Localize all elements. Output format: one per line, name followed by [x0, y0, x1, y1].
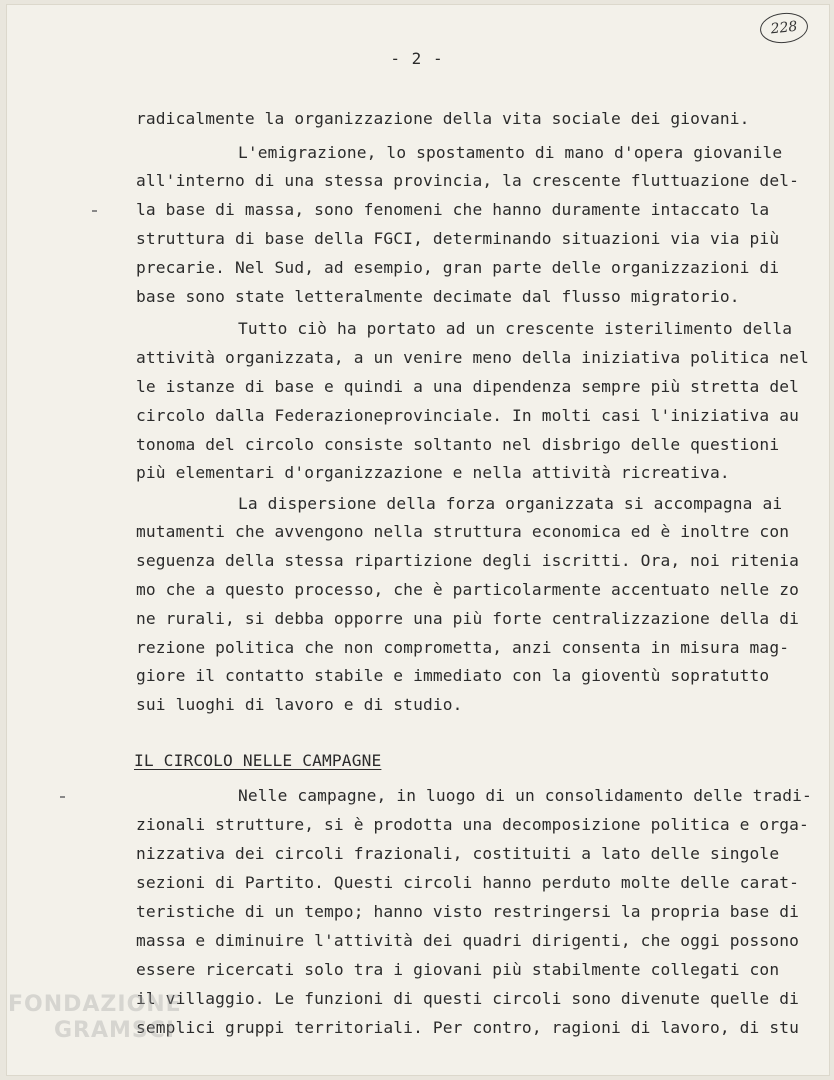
watermark-line-2: GRAMSCI — [54, 1018, 176, 1043]
text-line: più elementari d'organizzazione e nella attività ricreativa. — [136, 463, 730, 482]
margin-mark — [60, 796, 65, 798]
text-line: circolo dalla Federazioneprovinciale. In molti casi l'iniziativa au — [136, 406, 800, 425]
text-line: Tutto ciò ha portato ad un crescente isterilimento della — [238, 319, 793, 338]
text-line: rezione politica che non comprometta, anzi consenta in misura mag- — [136, 638, 790, 657]
text-line: struttura di base della FGCI, determinando situazioni via via più — [136, 229, 780, 248]
text-line: essere ricercati solo tra i giovani più stabilmente collegati con — [136, 960, 780, 979]
text-line: seguenza della stessa ripartizione degli iscritti. Ora, noi ritenia — [136, 551, 800, 570]
text-line: base sono state letteralmente decimate dal flusso migratorio. — [136, 287, 740, 306]
text-line: sezioni di Partito. Questi circoli hanno perduto molte delle carat- — [136, 873, 800, 892]
text-line: sui luoghi di lavoro e di studio. — [136, 695, 463, 714]
text-line: le istanze di base e quindi a una dipendenza sempre più stretta del — [136, 377, 800, 396]
text-line: zionali strutture, si è prodotta una decomposizione politica e orga- — [136, 815, 809, 834]
text-line: radicalmente la organizzazione della vita sociale dei giovani. — [136, 109, 750, 128]
text-line: teristiche di un tempo; hanno visto restringersi la propria base di — [136, 902, 800, 921]
archive-watermark — [8, 992, 208, 1072]
page-number: - 2 - — [390, 49, 444, 68]
text-line: semplici gruppi territoriali. Per contro, ragioni di lavoro, di stu — [136, 1018, 800, 1037]
text-line: La dispersione della forza organizzata si accompagna ai — [238, 494, 783, 513]
text-line: L'emigrazione, lo spostamento di mano d'opera giovanile — [238, 143, 783, 162]
folio-number: 228 — [759, 11, 810, 46]
text-line: ne rurali, si debba opporre una più forte centralizzazione della di — [136, 609, 800, 628]
text-line: attività organizzata, a un venire meno della iniziativa politica nel — [136, 348, 809, 367]
watermark-line-1: FONDAZIONE — [8, 992, 182, 1017]
text-line: nizzativa dei circoli frazionali, costituiti a lato delle singole — [136, 844, 780, 863]
text-line: giore il contatto stabile e immediato con la gioventù sopratutto — [136, 666, 770, 685]
text-line: mutamenti che avvengono nella struttura economica ed è inoltre con — [136, 522, 790, 541]
section-heading: IL CIRCOLO NELLE CAMPAGNE — [134, 751, 382, 770]
text-line: mo che a questo processo, che è particolarmente accentuato nelle zo — [136, 580, 800, 599]
text-line: tonoma del circolo consiste soltanto nel disbrigo delle questioni — [136, 435, 780, 454]
text-line: precarie. Nel Sud, ad esempio, gran parte delle organizzazioni di — [136, 258, 780, 277]
text-line: massa e diminuire l'attività dei quadri dirigenti, che oggi possono — [136, 931, 800, 950]
text-line: la base di massa, sono fenomeni che hanno duramente intaccato la — [136, 200, 770, 219]
text-line: Nelle campagne, in luogo di un consolidamento delle tradi- — [238, 786, 812, 805]
margin-mark — [92, 210, 97, 212]
text-line: all'interno di una stessa provincia, la crescente fluttuazione del- — [136, 171, 800, 190]
text-line: il villaggio. Le funzioni di questi circoli sono divenute quelle di — [136, 989, 800, 1008]
